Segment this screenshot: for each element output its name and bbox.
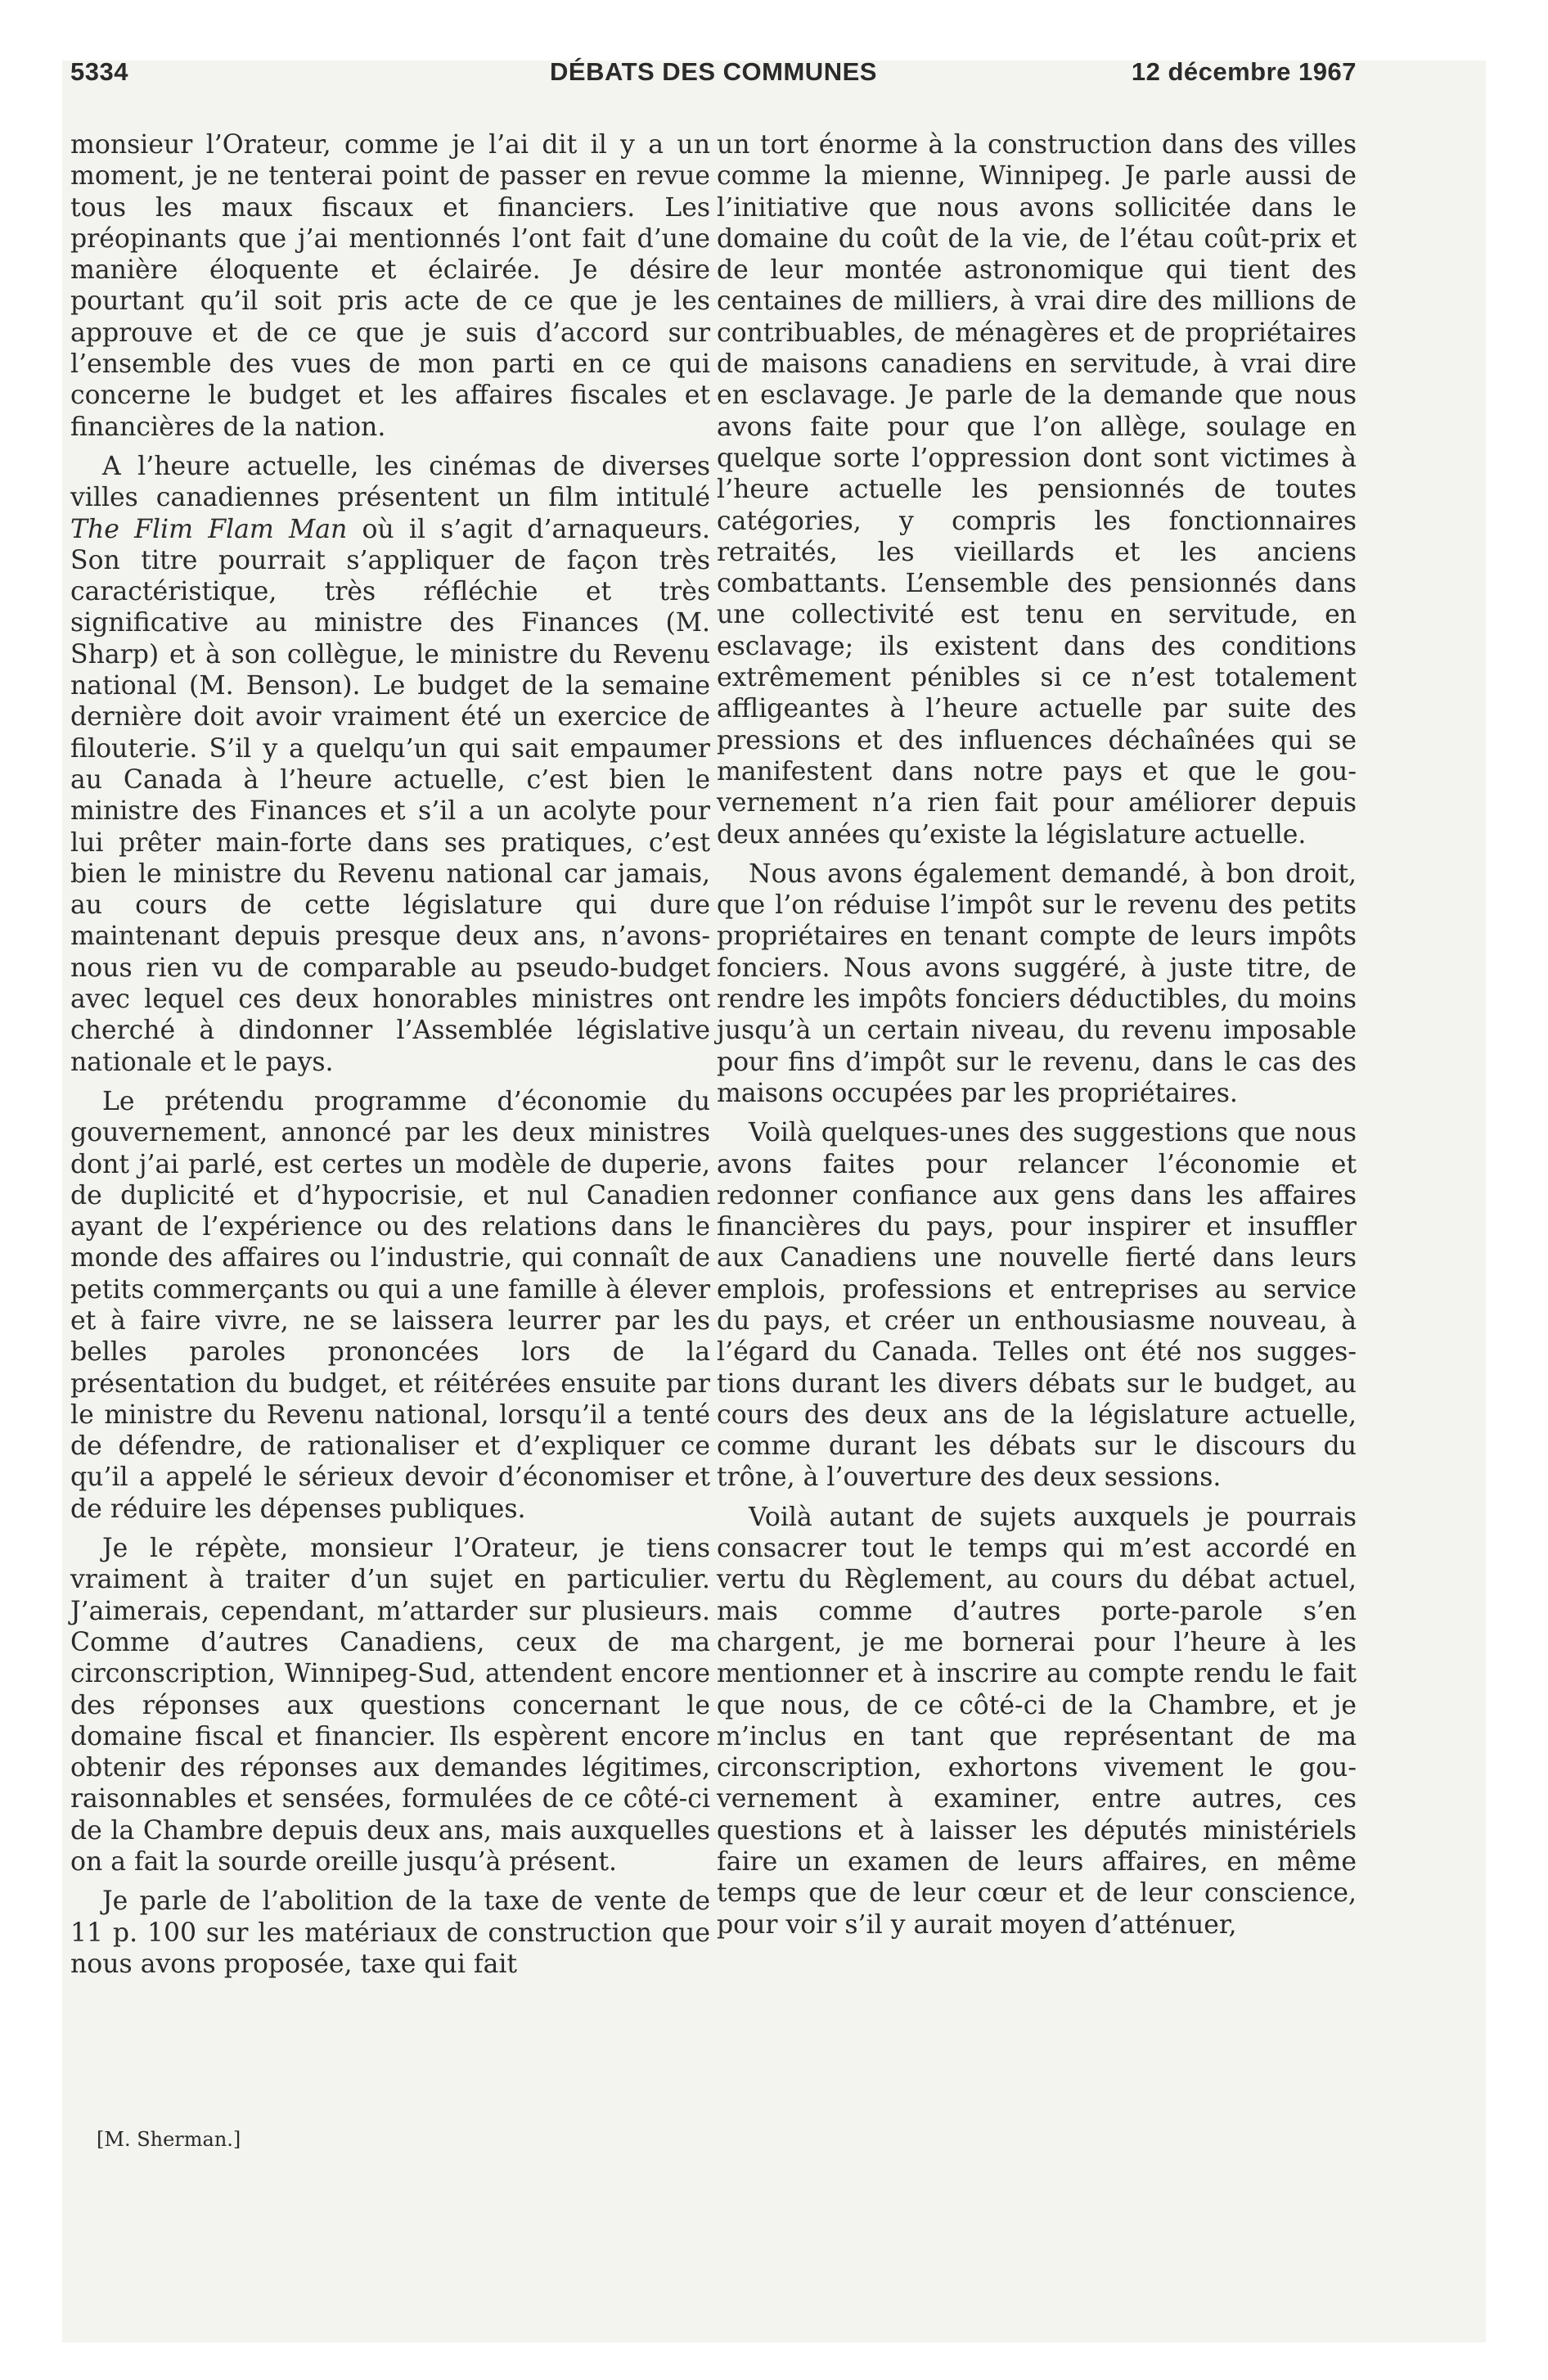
paragraph-text: A l’heure actuelle, les cinémas de diverses villes canadiennes présentent un film intitulé bbox=[70, 451, 710, 513]
paragraph: un tort énorme à la construction dans des villes comme la mienne, Winnipeg. Je parle aussi de l’initiative que nous avons sollicitée dans le domaine du coût de la vie, de l’étau coût-prix et de leur montée astronomique qui tient des centaines de milliers, à vrai dire des millions de contribuables, de ménagères et de propriétaires de maisons canadiens en servitude, à vrai dire en esclavage. Je parle de la demande que nous avons faite pour que l’on allège, soulage en quelque sorte l’oppression dont sont victimes à l’heure actuelle les pensionnés de toutes catégories, y compris les fonctionnaires retraités, les vieillards et les anciens combattants. L’ensemble des pensionnés dans une collectivité est tenu en servitude, en esclavage; ils existent dans des conditions extrêmement pénibles si ce n’est totalement affligeantes à l’heure actuelle par suite des pressions et des influences déchaînées qui se manifestent dans notre pays et que le gouvernement n’a rien fait pour améliorer depuis deux années qu’existe la législature actuelle. bbox=[717, 130, 1357, 850]
page-header bbox=[70, 57, 1357, 93]
paragraph: Voilà autant de sujets auxquels je pourrais consacrer tout le temps qui m’est accordé en vertu du Règlement, au cours du débat actuel, mais comme d’autres porte-parole s’en chargent, je me bornerai pour l’heure à les mentionner et à inscrire au compte rendu le fait que nous, de ce côté-ci de la Chambre, et je m’inclus en tant que représentant de ma circonscription, exhortons vivement le gouvernement à examiner, entre autres, ces questions et à laisser les députés ministériels faire un examen de leurs affaires, en même temps que de leur cœur et de leur conscience, pour voir s’il y aurait moyen d’atténuer, bbox=[717, 1502, 1357, 1940]
paragraph: monsieur l’Orateur, comme je l’ai dit il y a un moment, je ne tenterai point de passer en revue tous les maux fiscaux et financiers. Les préopinants que j’ai mentionnés l’ont fait d’une manière éloquente et éclairée. Je désire pourtant qu’il soit pris acte de ce que je les approuve et de ce que je suis d’accord sur l’ensemble des vues de mon parti en ce qui concerne le budget et les affaires fiscales et financières de la nation. bbox=[70, 130, 710, 442]
paragraph: Nous avons également demandé, à bon droit, que l’on réduise l’impôt sur le revenu des petits propriétaires en tenant compte de leurs impôts fonciers. Nous avons suggéré, à juste titre, de rendre les impôts fonciers déductibles, du moins jusqu’à un certain niveau, du revenu imposable pour fins d’impôt sur le revenu, dans le cas des maisons occupées par les propriétaires. bbox=[717, 859, 1357, 1108]
left-column bbox=[70, 129, 710, 1988]
paragraph: Voilà quelques-unes des suggestions que nous avons faites pour relancer l’économie et redonner confiance aux gens dans les affaires financières du pays, pour inspirer et insuffler aux Canadiens une nouvelle fierté dans leurs emplois, professions et entreprises au service du pays, et créer un enthousiasme nouveau, à l’égard du Canada. Telles ont été nos suggestions durant les divers débats sur le budget, au cours des deux ans de la législature actuelle, comme durant les débats sur le discours du trône, à l’ouverture des deux sessions. bbox=[717, 1118, 1357, 1493]
page-number: 5334 bbox=[70, 57, 128, 86]
paragraph-text: où il s’agit d’arnaqueurs. Son titre pourrait s’appliquer de façon très caractéristique, très réfléchie et très significative au ministre des Finances (M. Sharp) et à son collègue, le ministre du Revenu national (M. Benson). Le budget de la semaine dernière doit avoir vraiment été un exercice de filouterie. S’il y a quelqu’un qui sait empaumer au Canada à l’heure actuelle, c’est bien le ministre des Finances et s’il a un acolyte pour lui prêter main-forte dans ses pratiques, c’est bien le ministre du Revenu national car jamais, au cours de cette législature qui dure maintenant depuis presque deux ans, n’avons-nous rien vu de comparable au pseudo-budget avec lequel ces deux honorables ministres ont cherché à dindonner l’Assemblée législative nationale et le pays. bbox=[70, 514, 710, 1077]
paragraph: Je le répète, monsieur l’Orateur, je tiens vraiment à traiter d’un sujet en particulier. J’aimerais, cependant, m’attarder sur plusieurs. Comme d’autres Canadiens, ceux de ma circonscription, Winnipeg-Sud, attendent encore des réponses aux questions concernant le domaine fiscal et financier. Ils espèrent encore obtenir des réponses aux demandes légitimes, raisonnables et sensées, formulées de ce côté-ci de la Chambre depuis deux ans, mais auxquelles on a fait la sourde oreille jusqu’à présent. bbox=[70, 1534, 710, 1877]
film-title: The Flim Flam Man bbox=[70, 514, 348, 544]
speaker-tag: [M. Sherman.] bbox=[97, 2128, 241, 2151]
right-column bbox=[717, 129, 1357, 1949]
paragraph: Je parle de l’abolition de la taxe de vente de 11 p. 100 sur les matériaux de construction que nous avons proposée, taxe qui fait bbox=[70, 1886, 710, 1979]
publication-title: DÉBATS DES COMMUNES bbox=[550, 57, 877, 86]
paragraph bbox=[70, 451, 710, 1078]
paragraph: Le prétendu programme d’économie du gouvernement, annoncé par les deux ministres dont j’ai parlé, est certes un modèle de duperie, de duplicité et d’hypocrisie, et nul Canadien ayant de l’expérience ou des relations dans le monde des affaires ou l’industrie, qui connaît de petits commerçants ou qui a une famille à élever et à faire vivre, ne se laissera leurrer par les belles paroles prononcées lors de la présentation du budget, et réitérées ensuite par le ministre du Revenu national, lorsqu’il a tenté de défendre, de rationaliser et d’expliquer ce qu’il a appelé le sérieux devoir d’économiser et de réduire les dépenses publiques. bbox=[70, 1086, 710, 1524]
publication-date: 12 décembre 1967 bbox=[1131, 57, 1357, 86]
